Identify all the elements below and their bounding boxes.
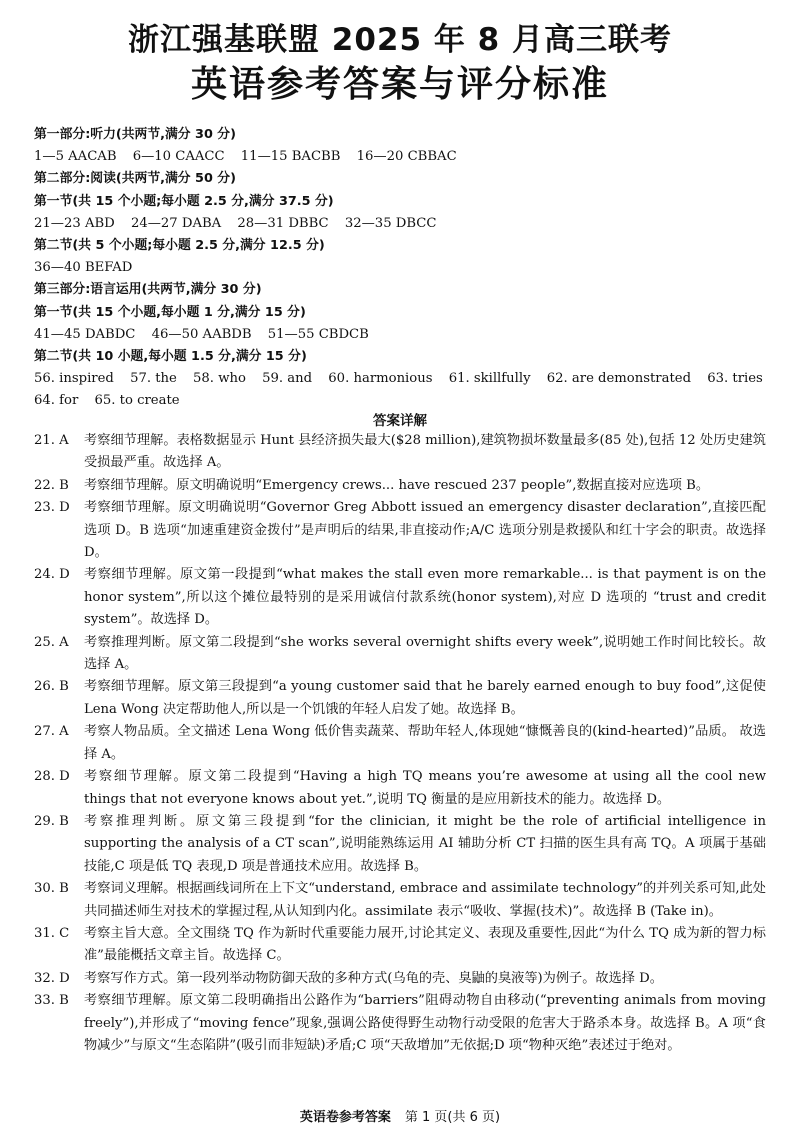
detail-number: 28. D xyxy=(34,769,70,785)
detail-item xyxy=(34,632,766,677)
answer-group: 1—5 AACAB xyxy=(34,149,117,165)
answer-group: 51—55 CBDCB xyxy=(267,326,369,342)
answer-blank: 61. skillfully xyxy=(448,371,531,387)
detail-text: 考察推理判断。原文第二段提到“she works several overnight shifts every week”,说明她工作时间比较长。故选择 A。 xyxy=(84,634,766,673)
answer-group: 11—15 BACBB xyxy=(240,149,341,165)
page-footer xyxy=(0,1106,800,1125)
detail-number: 27. A xyxy=(34,724,69,740)
part3-section1-heading: 第一节(共 15 个小题,每小题 1 分,满分 15 分) xyxy=(34,304,306,320)
detail-item xyxy=(34,990,766,1057)
part3-section1-answers xyxy=(34,324,774,346)
answer-group: 36—40 BEFAD xyxy=(34,260,133,276)
detail-number: 30. B xyxy=(34,881,69,897)
detail-item xyxy=(34,721,766,766)
detail-text: 考察人物品质。全文描述 Lena Wong 低价售卖蔬菜、帮助年轻人,体现她“慷慨善良的(kind-hearted)”品质。 故选择 A。 xyxy=(84,724,766,762)
detail-item xyxy=(34,475,766,497)
detail-text: 考察细节理解。原文第二段提到“Having a high TQ means you’re awesome at using all the cool new things that not everyone knows about yet.”,说明 TQ 衡量的是应用新技术的能力。故选择 D。 xyxy=(84,769,766,807)
part3-section2-answers-line1 xyxy=(34,368,774,390)
answer-group: 24—27 DABA xyxy=(130,215,222,231)
answer-group: 6—10 CAACC xyxy=(132,149,225,165)
detail-text: 考察细节理解。表格数据显示 Hunt 县经济损失最大($28 million),建筑物损坏数量最多(85 处),包括 12 处历史建筑受损最严重。故选择 A。 xyxy=(84,433,766,471)
part3-heading: 第三部分:语言运用(共两节,满分 30 分) xyxy=(34,282,262,298)
detail-text: 考察细节理解。原文第一段提到“what makes the stall even more remarkable... is that payment is on the honor system”,所以这个摊位最特别的是采用诚信付款系统(honor system),对应 D 选项的 “trust and credit system”。故选择 D。 xyxy=(84,567,766,628)
answer-group: 32—35 DBCC xyxy=(344,215,437,231)
detail-number: 21. A xyxy=(34,433,69,448)
detail-item xyxy=(34,811,766,878)
detail-text: 考察细节理解。原文明确说明“Governor Greg Abbott issued an emergency disaster declaration”,直接匹配选项 D。B 选项“加速重建资金拨付”是声明后的结果,非直接动作;A/C 选项分别是救援队和红十字会的职责。故选择 D。 xyxy=(84,500,766,561)
detail-number: 31. C xyxy=(34,925,70,941)
answer-key xyxy=(34,124,774,413)
answer-blank: 57. the xyxy=(130,371,177,387)
part2-heading: 第二部分:阅读(共两节,满分 50 分) xyxy=(34,171,236,187)
detail-item xyxy=(34,968,766,990)
answer-blank: 58. who xyxy=(193,371,246,387)
answer-blank: 56. inspired xyxy=(34,371,114,387)
document-subtitle: 英语参考答案与评分标准 xyxy=(190,63,609,105)
answer-group: 41—45 DABDC xyxy=(34,326,136,342)
answer-group: 28—31 DBBC xyxy=(237,215,329,231)
detail-item xyxy=(34,923,766,968)
details-heading: 答案详解 xyxy=(373,413,427,429)
footer-label: 英语卷参考答案 xyxy=(299,1110,391,1125)
answer-blank: 64. for xyxy=(34,393,79,409)
detail-number: 26. B xyxy=(34,679,69,695)
detail-text: 考察写作方式。第一段列举动物防御天敌的多种方式(乌龟的壳、臭鼬的臭液等)为例子。故选择 D。 xyxy=(84,970,663,986)
detail-number: 29. B xyxy=(34,813,69,829)
detail-number: 24. D xyxy=(34,567,70,583)
detail-text: 考察推理判断。原文第三段提到“for the clinician, it might be the role of artificial intelligence in supporting the analysis of a CT scan”,说明能熟练运用 AI 辅助分析 CT 扫描的医生具有高 TQ。A 项属于基础技能,C 项是低 TQ 表现,D 项是普通技术应用。故选择 B。 xyxy=(84,813,766,874)
part1-answers xyxy=(34,146,774,168)
answer-blank: 63. tries xyxy=(707,371,763,387)
answer-blank: 65. to create xyxy=(94,393,180,409)
detail-number: 33. B xyxy=(34,993,69,1009)
answer-group: 46—50 AABDB xyxy=(151,326,252,342)
part2-section1-answers xyxy=(34,213,774,235)
detail-item xyxy=(34,430,766,475)
part1-heading: 第一部分:听力(共两节,满分 30 分) xyxy=(34,127,236,142)
answer-details xyxy=(34,430,766,1057)
answer-blank: 59. and xyxy=(262,371,313,387)
detail-text: 考察词义理解。根据画线词所在上下文“understand, embrace and assimilate technology”的并列关系可知,此处共同描述师生对技术的掌握过程,从认知到内化。assimilate 表示“吸收、掌握(技术)”。故选择 B (Take in)。 xyxy=(84,881,766,919)
detail-item xyxy=(34,564,766,631)
detail-number: 25. A xyxy=(34,634,69,650)
part2-section2-answers xyxy=(34,257,774,279)
detail-text: 考察细节理解。原文第三段提到“a young customer said that he barely earned enough to buy food”,这促使 Lena Wong 决定帮助他人,所以是一个饥饿的年轻人启发了她。故选择 B。 xyxy=(84,679,766,717)
detail-number: 32. D xyxy=(34,970,70,986)
detail-text: 考察细节理解。原文第二段明确指出公路作为“barriers”阻碍动物自由移动(“preventing animals from moving freely”),并形成了“moving fence”现象,强调公路使得野生动物行动受限的危害大于路杀本身。故选择 B。A 项“食物减少”与原文“生态陷阱”(吸引而非短缺)矛盾;C 项“天敌增加”无依据;D 项“物种灭绝”表述过于绝对。 xyxy=(84,993,766,1053)
part3-section2-heading: 第二节(共 10 小题,每小题 1.5 分,满分 15 分) xyxy=(34,349,307,365)
detail-text: 考察主旨大意。全文围绕 TQ 作为新时代重要能力展开,讨论其定义、表现及重要性,因此“为什么 TQ 成为新的智力标准”最能概括文章主旨。故选择 C。 xyxy=(84,925,766,964)
page-number: 第 1 页(共 6 页) xyxy=(404,1110,501,1125)
part2-section2-heading: 第二节(共 5 个小题;每小题 2.5 分,满分 12.5 分) xyxy=(34,238,325,254)
answer-blank: 60. harmonious xyxy=(328,371,433,387)
exam-title: 浙江强基联盟 2025 年 8 月高三联考 xyxy=(127,22,673,58)
detail-text: 考察细节理解。原文明确说明“Emergency crews... have rescued 237 people”,数据直接对应选项 B。 xyxy=(84,477,710,493)
detail-number: 23. D xyxy=(34,500,70,516)
part2-section1-heading: 第一节(共 15 个小题;每小题 2.5 分,满分 37.5 分) xyxy=(34,193,334,209)
detail-item xyxy=(34,676,766,721)
answer-group: 16—20 CBBAC xyxy=(356,149,457,165)
detail-item xyxy=(34,766,766,811)
detail-item xyxy=(34,497,766,564)
answer-blank: 62. are demonstrated xyxy=(546,371,692,387)
detail-item xyxy=(34,878,766,923)
detail-number: 22. B xyxy=(34,477,69,493)
answer-group: 21—23 ABD xyxy=(34,215,115,231)
